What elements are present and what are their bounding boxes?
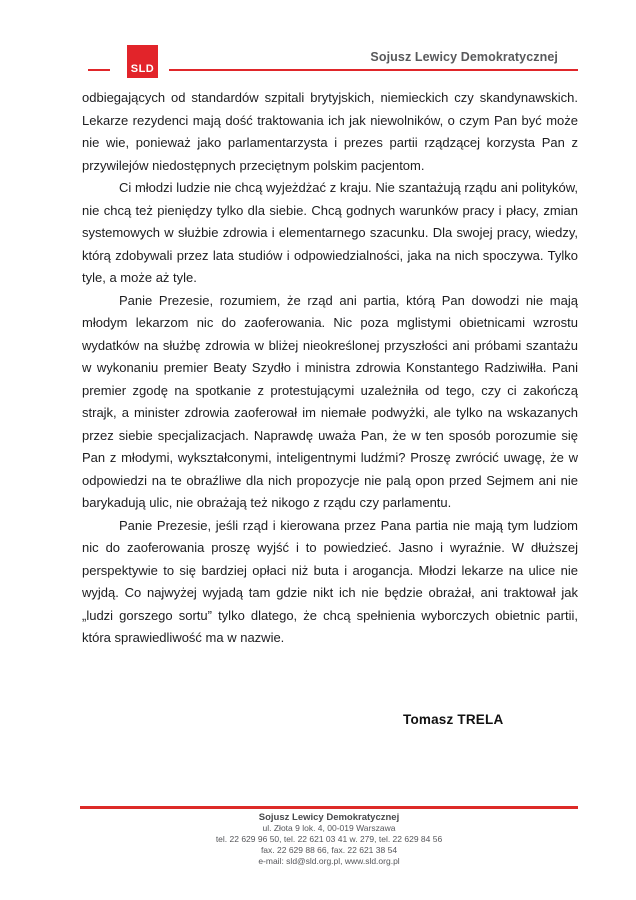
footer-rule bbox=[80, 806, 578, 809]
paragraph-1: odbiegających od standardów szpitali brytyjskich, niemieckich czy skandynawskich. Lekarze rezydenci mają dość traktowania ich jak niewolników, o czym Pan być może nie wie, ponieważ jako parlamentarzysta i prezes partii rządzącej korzysta Pan z przywilejów niedostępnych przeciętnym polskim pacjentom. bbox=[82, 90, 578, 173]
header-left-rule bbox=[88, 69, 110, 71]
letter-body bbox=[82, 87, 578, 650]
footer-address: ul. Złota 9 lok. 4, 00-019 Warszawa bbox=[262, 823, 396, 833]
signature-name: Tomasz TRELA bbox=[403, 712, 504, 727]
header-rule bbox=[169, 69, 578, 71]
paragraph-2: Ci młodzi ludzie nie chcą wyjeżdżać z kraju. Nie szantażują rządu ani polityków, nie chcą też pieniędzy tylko dla siebie. Chcą godnych warunków pracy i płacy, zmian systemowych w służbie zdrowia i elementarnego szacunku. Dla swojej pracy, wiedzy, którą zdobywali przez lata studiów i odpowiedzialności, jaka na nich spoczywa. Tylko tyle, a może aż tyle. bbox=[82, 180, 578, 285]
sld-logo-text: SLD bbox=[130, 63, 155, 75]
footer-org-name: Sojusz Lewicy Demokratycznej bbox=[258, 812, 400, 823]
footer-email-web: e-mail: sld@sld.org.pl, www.sld.org.pl bbox=[258, 856, 400, 866]
header-org-name: Sojusz Lewicy Demokratycznej bbox=[370, 50, 558, 64]
footer-block bbox=[80, 812, 578, 867]
footer-faxes: fax. 22 629 88 66, fax. 22 621 38 54 bbox=[260, 845, 398, 855]
paragraph-3: Panie Prezesie, rozumiem, że rząd ani partia, którą Pan dowodzi nie mają młodym lekarzom nic do zaoferowania. Nic poza mglistymi obietnicami wzrostu wydatków na służbę zdrowia w bliżej nieokreślonej przyszłości ani próbami szantażu w wykonaniu premier Beaty Szydło i ministra zdrowia Konstantego Radziwiłła. Pani premier zgodę na spotkanie z protestującymi uzależniła od tego, czy ci zakończą strajk, a minister zdrowia zaoferował im niemałe podwyżki, ale tylko na wskazanych przez siebie specjalizacjach. Naprawdę uważa Pan, że w ten sposób porozumie się Pan z młodymi, wykształconymi, inteligentnymi ludźmi? Proszę zwrócić uwagę, że w odpowiedzi na te obraźliwe dla nich propozycje nie palą opon przed Sejmem ani nie barykadują ulic, nie obrażają też nikogo z rządu czy parlamentu. bbox=[82, 292, 578, 510]
paragraph-4: Panie Prezesie, jeśli rząd i kierowana przez Pana partia nie mają tym ludziom nic do zaoferowania proszę wyjść i to powiedzieć. Jasno i wyraźnie. W dłuższej perspektywie to się bardziej opłaci niż buta i arogancja. Młodzi lekarze na ulice nie wyjdą. Co najwyżej wyjadą tam gdzie nikt ich nie będzie obrażał, ani traktował jak „ludzi gorszego sortu” tylko dlatego, że chcą spełnienia wyborczych obietnic partii, która sprawiedliwość ma w nazwie. bbox=[82, 517, 578, 645]
sld-logo bbox=[127, 45, 158, 78]
footer-phones: tel. 22 629 96 50, tel. 22 621 03 41 w. 279, tel. 22 629 84 56 bbox=[215, 834, 443, 844]
